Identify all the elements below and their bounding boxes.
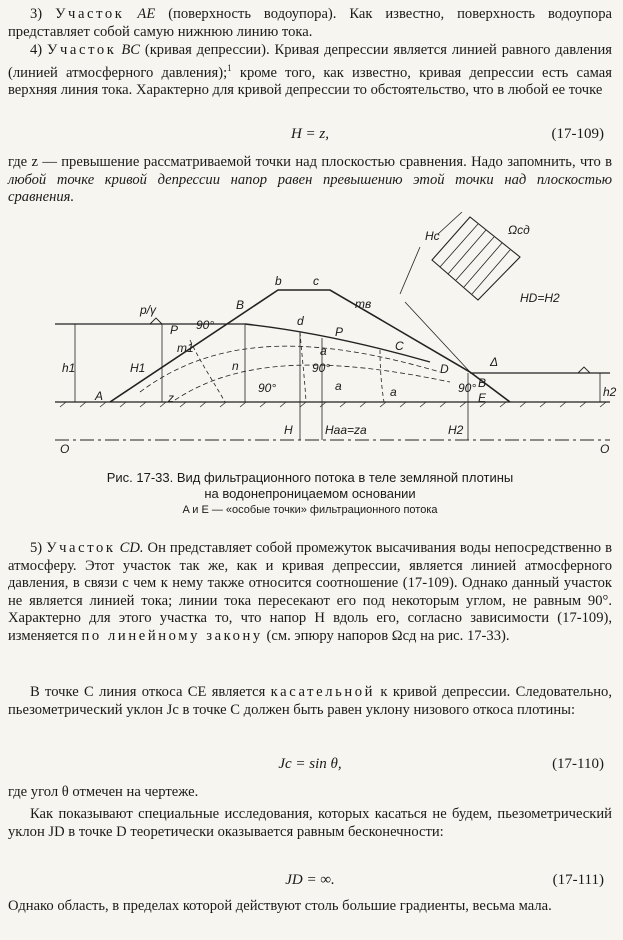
fig-label-mv: mв — [355, 297, 372, 311]
segment-label: CD. — [119, 540, 144, 556]
spaced-word: Участок — [47, 42, 117, 58]
item-number: 4) — [30, 42, 43, 58]
fig-label-A: A — [95, 389, 104, 403]
paragraph-text: Как показывают специальные исследования, которых касаться не будем, пьезометрический уклон JD в точке D теоретически оказывается равным бесконечности: — [8, 806, 612, 840]
fig-label-Haa: Haa=za — [325, 423, 367, 437]
paragraph-text: Он представляет собой промежуток высачивания воды непосредственно в атмосферу. Этот участок так же, как и кривая депрессии, является линией атмосферного давления, в связи с чем к нему также относится соотношение (17-109). Однако данный участок не является линией тока; линии тока пересекают его под некоторым углом, не равным 90°. Характерно для этого участка то, что напор H вдоль его, согласно зависимости (17-109), изменяется — [8, 540, 612, 644]
paragraph-text: Однако область, в пределах которой действуют столь большие градиенты, весьма мала. — [8, 898, 552, 914]
fig-label-angle4: 90° — [458, 381, 477, 395]
fig-label-angle2: 90° — [312, 361, 331, 375]
paragraph-text: (см. эпюру напоров Ωcд на рис. 17-33). — [266, 627, 510, 644]
spaced-word: Участок — [55, 6, 125, 22]
footnote-mark: 1 — [227, 62, 232, 73]
spaced-phrase: по линейному закону — [81, 627, 263, 644]
equation-number: (17-111) — [552, 872, 604, 888]
fig-label-B: B — [236, 298, 245, 312]
fig-label-c: c — [313, 274, 319, 288]
paragraph-text: где z — превышение рассматриваемой точки над плоскостью сравнения. Надо запомнить, что в — [8, 154, 612, 170]
fig-label-P: P — [170, 323, 179, 337]
formula: Jc = sin θ, — [278, 756, 342, 772]
paragraph-7 — [8, 784, 612, 802]
paragraph-text: В точке C линия откоса CE является — [30, 684, 266, 700]
equation-number: (17-109) — [551, 126, 604, 142]
fig-label-n: n — [232, 359, 239, 373]
dam-outline — [110, 290, 510, 402]
fig-label-Pp: P — [335, 325, 344, 339]
paragraph-text: где угол θ отмечен на чертеже. — [8, 784, 199, 800]
equation-17-110 — [8, 756, 612, 776]
fig-label-B2: B — [478, 376, 487, 390]
equipotential-line — [300, 332, 306, 402]
equipotential-line — [190, 340, 225, 402]
fig-label-z: z — [168, 391, 174, 405]
formula: H = z, — [290, 126, 330, 142]
spaced-word: Участок — [46, 540, 116, 556]
paragraph-5 — [8, 540, 612, 646]
fig-label-E: E — [478, 391, 487, 405]
equipotential-line — [380, 350, 384, 402]
formula: JD = ∞. — [285, 872, 335, 888]
fig-label-HD: HD=H2 — [520, 291, 560, 305]
fig-label-m1: m1 — [177, 341, 194, 355]
fig-label-H: H — [284, 423, 293, 437]
fig-label-C: C — [395, 339, 404, 353]
caption-line-1: Рис. 17-33. Вид фильтрационного потока в теле земляной плотины — [106, 470, 514, 485]
fig-label-D: D — [440, 362, 449, 376]
fig-label-O-left: O — [60, 442, 70, 456]
base-hatching — [60, 402, 606, 407]
italic-statement: любой точке кривой депрессии напор равен превышению этой точки над плоскостью сравнения. — [8, 171, 612, 206]
segment-label: AE — [137, 6, 156, 22]
paragraph-text: (поверхность водоупора). Как известно, поверхность водоупора представляет собой самую нижнюю линию тока. — [8, 6, 612, 40]
dam-seepage-figure — [0, 212, 623, 458]
fig-label-delta: Δ — [490, 355, 499, 369]
paragraph-6 — [8, 684, 612, 719]
equation-17-111 — [8, 872, 612, 892]
fig-label-h2: h2 — [603, 385, 617, 399]
fig-label-angle3: 90° — [258, 381, 277, 395]
equation-17-109 — [8, 126, 612, 146]
caption-line-3: A и E — «особые точки» фильтрационного потока — [182, 504, 438, 516]
fig-label-a2: a — [390, 385, 397, 399]
fig-label-b: b — [275, 274, 282, 288]
fig-label-angle1: 90° — [196, 318, 215, 332]
fig-label-a: a — [320, 344, 327, 358]
fig-label-omega: Ωcд — [508, 223, 530, 237]
paragraph-8 — [8, 806, 612, 841]
fig-label-Hc: Hc — [425, 229, 440, 243]
figure-caption — [8, 470, 612, 518]
paragraph-3 — [8, 6, 612, 41]
fig-label-H2: H2 — [448, 423, 464, 437]
item-number: 3) — [30, 6, 43, 22]
paragraph-9 — [8, 898, 612, 916]
caption-line-2: на водонепроницаемом основании — [204, 486, 416, 501]
fig-label-a-prime: a — [335, 379, 342, 393]
paragraph-text: к кривой депрессии. Следовательно, пьезометрический уклон Jc в точке C должен быть равен уклону низового откоса плотины: — [8, 684, 612, 718]
head-diagram — [432, 217, 520, 300]
paragraph-4 — [8, 42, 612, 100]
fig-label-h1: h1 — [62, 361, 76, 375]
paragraph-text: (кривая депрессии). Кривая депрессии является линией равного давления (линией атмосферного давления); — [8, 42, 612, 81]
paragraph-text: кроме того, как известно, кривая депрессии есть самая верхняя линия тока. Характерно для кривой депрессии то обстоятельство, что в любой ее точке — [8, 64, 612, 99]
fig-label-d: d — [297, 314, 304, 328]
fig-label-O-right: O — [600, 442, 610, 456]
segment-label: BC — [121, 42, 140, 58]
fig-label-p-gamma: p/γ — [140, 303, 157, 317]
paragraph-z — [8, 154, 612, 207]
spaced-word: касательной — [270, 684, 376, 700]
fig-label-H1: H1 — [130, 361, 146, 375]
equation-number: (17-110) — [552, 756, 604, 772]
item-number: 5) — [30, 540, 43, 556]
